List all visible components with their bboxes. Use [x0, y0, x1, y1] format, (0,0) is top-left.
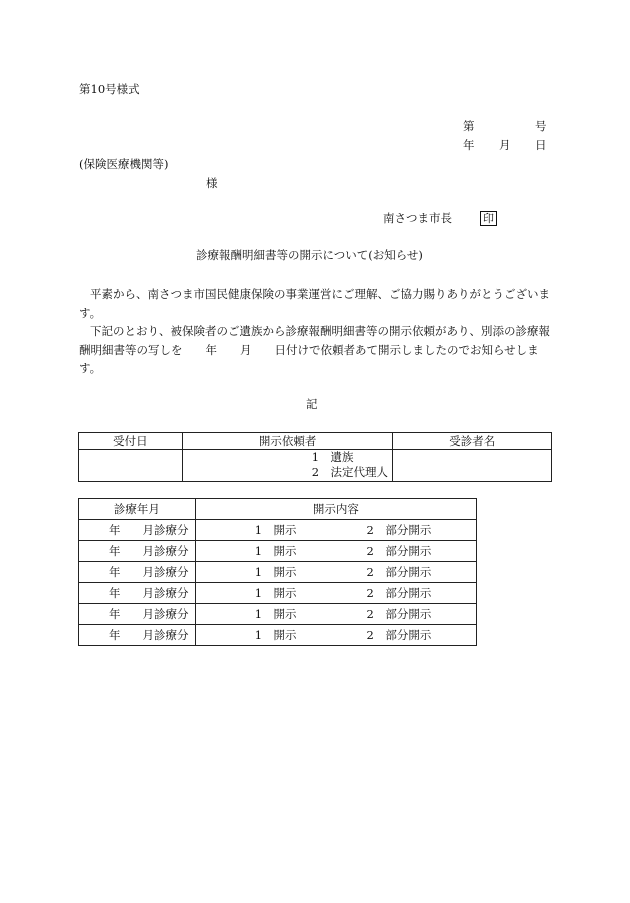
- cell-treatment-month[interactable]: [79, 604, 196, 625]
- request-table: [78, 432, 552, 482]
- sender: [383, 211, 497, 226]
- seal-mark: 印: [480, 211, 497, 226]
- cell-treatment-month[interactable]: [79, 520, 196, 541]
- paragraph-notice: 下記のとおり、被保険者のご遺族から診療報酬明細書等の開示依頼があり、別添の診療報酬明細書等の写しを 年 月 日付けで依頼者あて開示しましたのでお知らせします。: [79, 324, 550, 375]
- date-month: 月: [499, 138, 511, 152]
- header-disclosure-content: 開示内容: [195, 499, 476, 520]
- date-day: 日: [535, 138, 547, 152]
- cell-treatment-month[interactable]: [79, 562, 196, 583]
- option-full: 1 開示: [254, 544, 297, 558]
- cell-disclosure[interactable]: [195, 625, 476, 646]
- date-year: 年: [463, 138, 475, 152]
- addressee: (保険医療機関等): [79, 157, 169, 171]
- year-label: 年: [109, 628, 121, 642]
- header-patient-name: 受診者名: [393, 433, 552, 450]
- year-label: 年: [109, 607, 121, 621]
- option-partial: 2 部分開示: [366, 565, 432, 579]
- cell-disclosure[interactable]: [195, 583, 476, 604]
- month-label: 月診療分: [142, 544, 189, 558]
- cell-reception-date[interactable]: [79, 450, 183, 482]
- month-label: 月診療分: [142, 607, 189, 621]
- requester-option-legal-rep: 2 法定代理人: [311, 465, 389, 479]
- ki-heading: 記: [306, 397, 318, 411]
- doc-number-suffix: 号: [535, 119, 547, 133]
- cell-treatment-month[interactable]: [79, 541, 196, 562]
- cell-requester[interactable]: [182, 450, 393, 482]
- option-full: 1 開示: [254, 565, 297, 579]
- document-title: 診療報酬明細書等の開示について(お知らせ): [196, 248, 423, 262]
- option-full: 1 開示: [254, 628, 297, 642]
- option-partial: 2 部分開示: [366, 628, 432, 642]
- option-partial: 2 部分開示: [366, 586, 432, 600]
- body-text: [79, 285, 553, 378]
- month-label: 月診療分: [142, 628, 189, 642]
- table-row: [79, 562, 477, 583]
- table-row: [79, 583, 477, 604]
- header-treatment-month: 診療年月: [79, 499, 196, 520]
- table-row: [79, 520, 477, 541]
- option-partial: 2 部分開示: [366, 607, 432, 621]
- disclosure-table: [78, 498, 477, 646]
- month-label: 月診療分: [142, 565, 189, 579]
- month-label: 月診療分: [142, 523, 189, 537]
- month-label: 月診療分: [142, 586, 189, 600]
- paragraph-greeting: 平素から、南さつま市国民健康保険の事業運営にご理解、ご協力賜りありがとうございます。: [79, 287, 550, 320]
- header-reception-date: 受付日: [79, 433, 183, 450]
- year-label: 年: [109, 523, 121, 537]
- option-full: 1 開示: [254, 607, 297, 621]
- table-row: [79, 604, 477, 625]
- honorific: 様: [206, 176, 218, 190]
- header-requester: 開示依頼者: [182, 433, 393, 450]
- year-label: 年: [109, 565, 121, 579]
- cell-disclosure[interactable]: [195, 541, 476, 562]
- table-row: [79, 541, 477, 562]
- year-label: 年: [109, 586, 121, 600]
- option-full: 1 開示: [254, 586, 297, 600]
- option-partial: 2 部分開示: [366, 544, 432, 558]
- cell-treatment-month[interactable]: [79, 583, 196, 604]
- requester-option-bereaved: 1 遺族: [311, 450, 354, 464]
- cell-disclosure[interactable]: [195, 562, 476, 583]
- option-full: 1 開示: [254, 523, 297, 537]
- sender-name: 南さつま市長: [383, 211, 452, 225]
- form-number: 第10号様式: [79, 82, 140, 96]
- cell-disclosure[interactable]: [195, 604, 476, 625]
- cell-patient-name[interactable]: [393, 450, 552, 482]
- option-partial: 2 部分開示: [366, 523, 432, 537]
- year-label: 年: [109, 544, 121, 558]
- cell-disclosure[interactable]: [195, 520, 476, 541]
- cell-treatment-month[interactable]: [79, 625, 196, 646]
- table-row: [79, 625, 477, 646]
- doc-number-prefix: 第: [463, 119, 475, 133]
